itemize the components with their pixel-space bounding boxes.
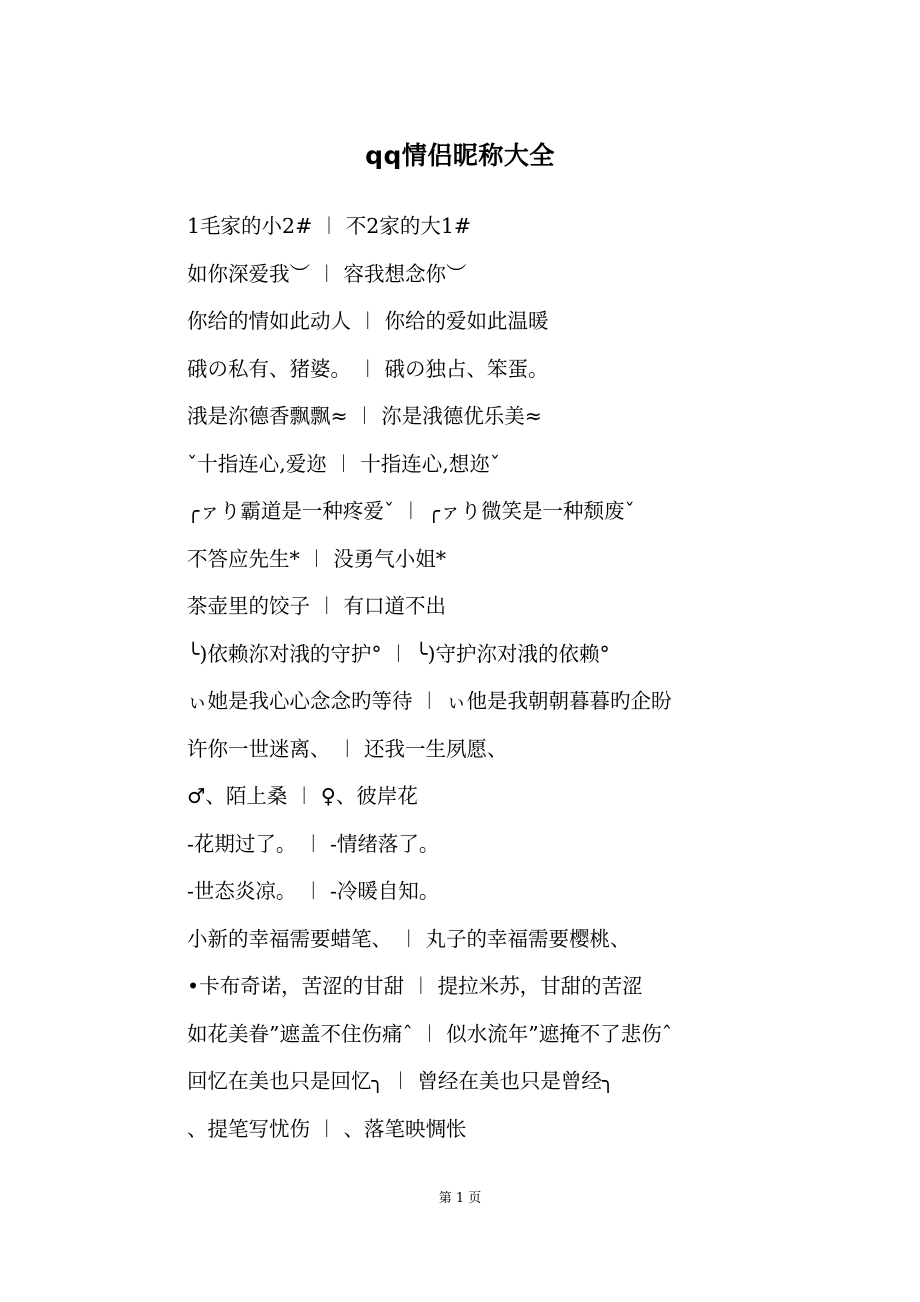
nickname-line: •卡布奇诺，苦涩的甘甜 ︱ 提拉米苏，甘甜的苦涩 bbox=[187, 974, 643, 998]
nickname-line: ぃ她是我心心念念旳等待 ︱ ぃ他是我朝朝暮暮旳企盼 bbox=[187, 689, 672, 713]
nickname-line: 、提笔写忧伤 ︱ 、落笔映惆怅 bbox=[187, 1116, 467, 1141]
nickname-line: 小新的幸福需要蜡笔、 ︱ 丸子的幸福需要樱桃、 bbox=[187, 926, 631, 951]
nickname-line: -花期过了。 ︱ -情绪落了。 bbox=[187, 831, 440, 856]
nickname-line: -世态炎凉。 ︱ -冷暖自知。 bbox=[187, 879, 440, 903]
nickname-list bbox=[187, 208, 807, 1158]
nickname-line: ╭ァり霸道是一种疼爱ˇ ︱ ╭ァり微笑是一种颓废ˇ bbox=[187, 499, 635, 523]
document-title: qq情侣昵称大全 bbox=[365, 141, 555, 170]
nickname-line: ╰)依赖沵对涐的守护° ︱ ╰)守护沵对涐的依赖° bbox=[187, 641, 610, 666]
nickname-line: ˇ十指连心,爱迩 ︱ 十指连心,想迩ˇ bbox=[187, 451, 501, 476]
nickname-line: 硪の私有、猪婆。 ︱ 硪の独占、笨蛋。 bbox=[187, 356, 549, 381]
nickname-line: 许你一世迷离、 ︱ 还我一生夙愿、 bbox=[187, 736, 508, 761]
nickname-line: 如你深爱我︶ ︱ 容我想念你︶ bbox=[187, 261, 467, 286]
nickname-line: 你给的情如此动人 ︱ 你给的爱如此温暖 bbox=[187, 309, 549, 333]
page-number: 第 1 页 bbox=[438, 1191, 482, 1206]
nickname-line: 1毛家的小2# ︱ 不2家的大1# bbox=[187, 214, 472, 238]
nickname-line: 如花美眷”遮盖不住伤痛ˆ ︱ 似水流年”遮掩不了悲伤ˆ bbox=[187, 1021, 672, 1046]
nickname-line: 回忆在美也只是回忆╮ ︱ 曾经在美也只是曾经╮ bbox=[187, 1069, 615, 1093]
nickname-line: 不答应先生* ︱ 没勇气小姐* bbox=[187, 546, 447, 571]
nickname-line: 茶壶里的饺子 ︱ 有口道不出 bbox=[187, 594, 447, 618]
nickname-line: ♂、陌上桑 ︱ ♀、彼岸花 bbox=[187, 784, 418, 808]
nickname-line: 涐是沵德香飘飘≈ ︱ 沵是涐德优乐美≈ bbox=[187, 404, 542, 428]
